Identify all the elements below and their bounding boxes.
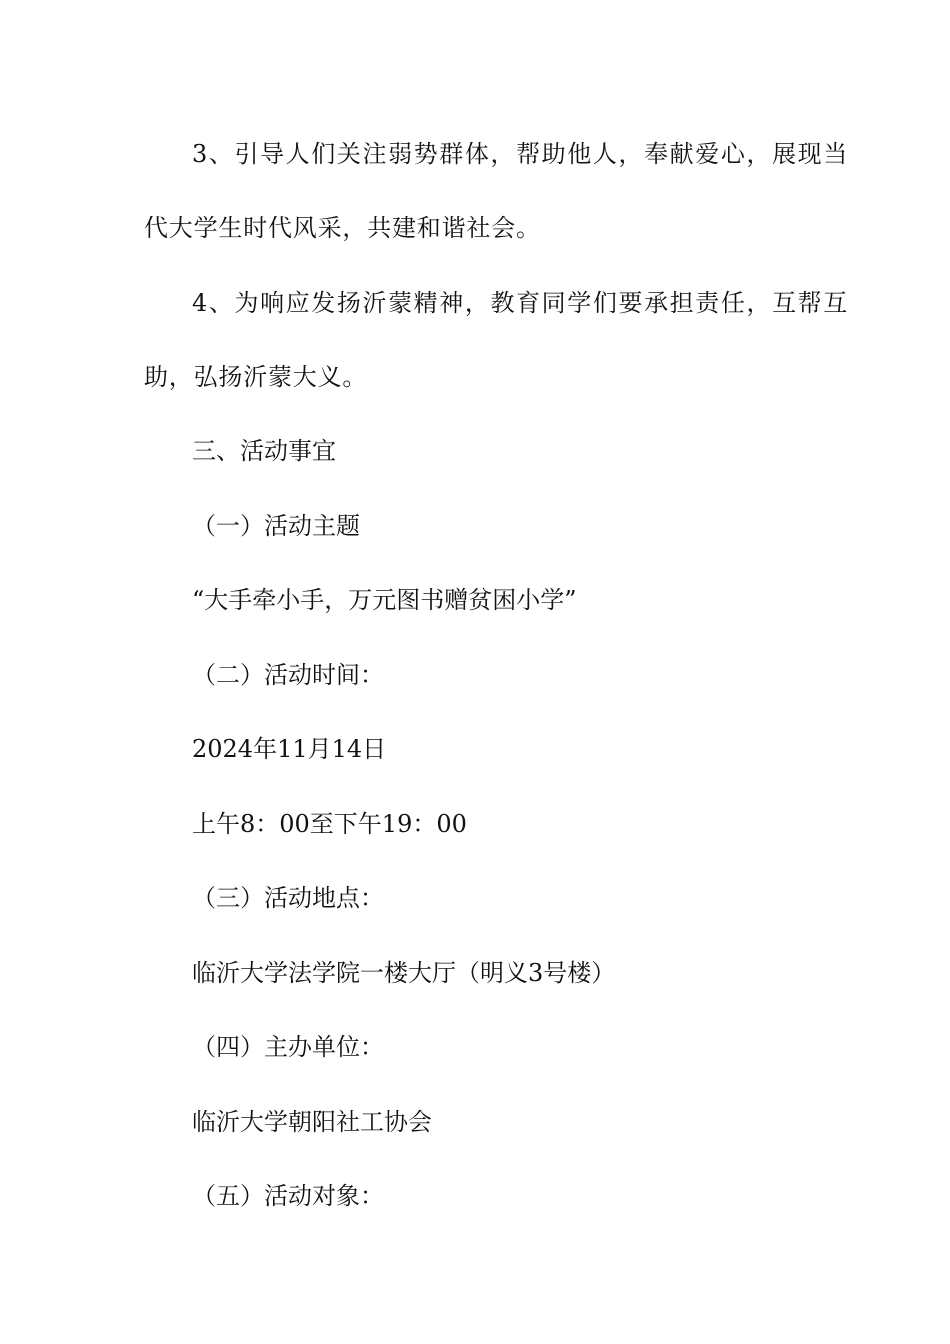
item-date-value: 2024年11月14日 (192, 735, 387, 763)
item-time-heading: （二）活动时间： (192, 661, 384, 689)
paragraph-4-line-2: 助，弘扬沂蒙大义。 (144, 363, 368, 391)
section-heading: 三、活动事宜 (192, 437, 336, 465)
item-audience-heading: （五）活动对象： (192, 1182, 384, 1210)
item-organizer-heading: （四）主办单位： (192, 1033, 384, 1061)
paragraph-4-line-1: 4、为响应发扬沂蒙精神，教育同学们要承担责任，互帮互 (192, 289, 849, 317)
item-theme-heading: （一）活动主题 (192, 512, 360, 540)
paragraph-3-line-1: 3、引导人们关注弱势群体，帮助他人，奉献爱心，展现当 (192, 140, 849, 168)
item-location-heading: （三）活动地点： (192, 884, 384, 912)
paragraph-3-line-2: 代大学生时代风采，共建和谐社会。 (144, 214, 541, 242)
item-hours-value: 上午8：00至下午19：00 (192, 810, 467, 838)
item-theme-value: “大手牵小手，万元图书赠贫困小学” (192, 586, 577, 614)
item-location-value: 临沂大学法学院一楼大厅（明义3号楼） (192, 959, 616, 987)
item-organizer-value: 临沂大学朝阳社工协会 (192, 1108, 432, 1136)
